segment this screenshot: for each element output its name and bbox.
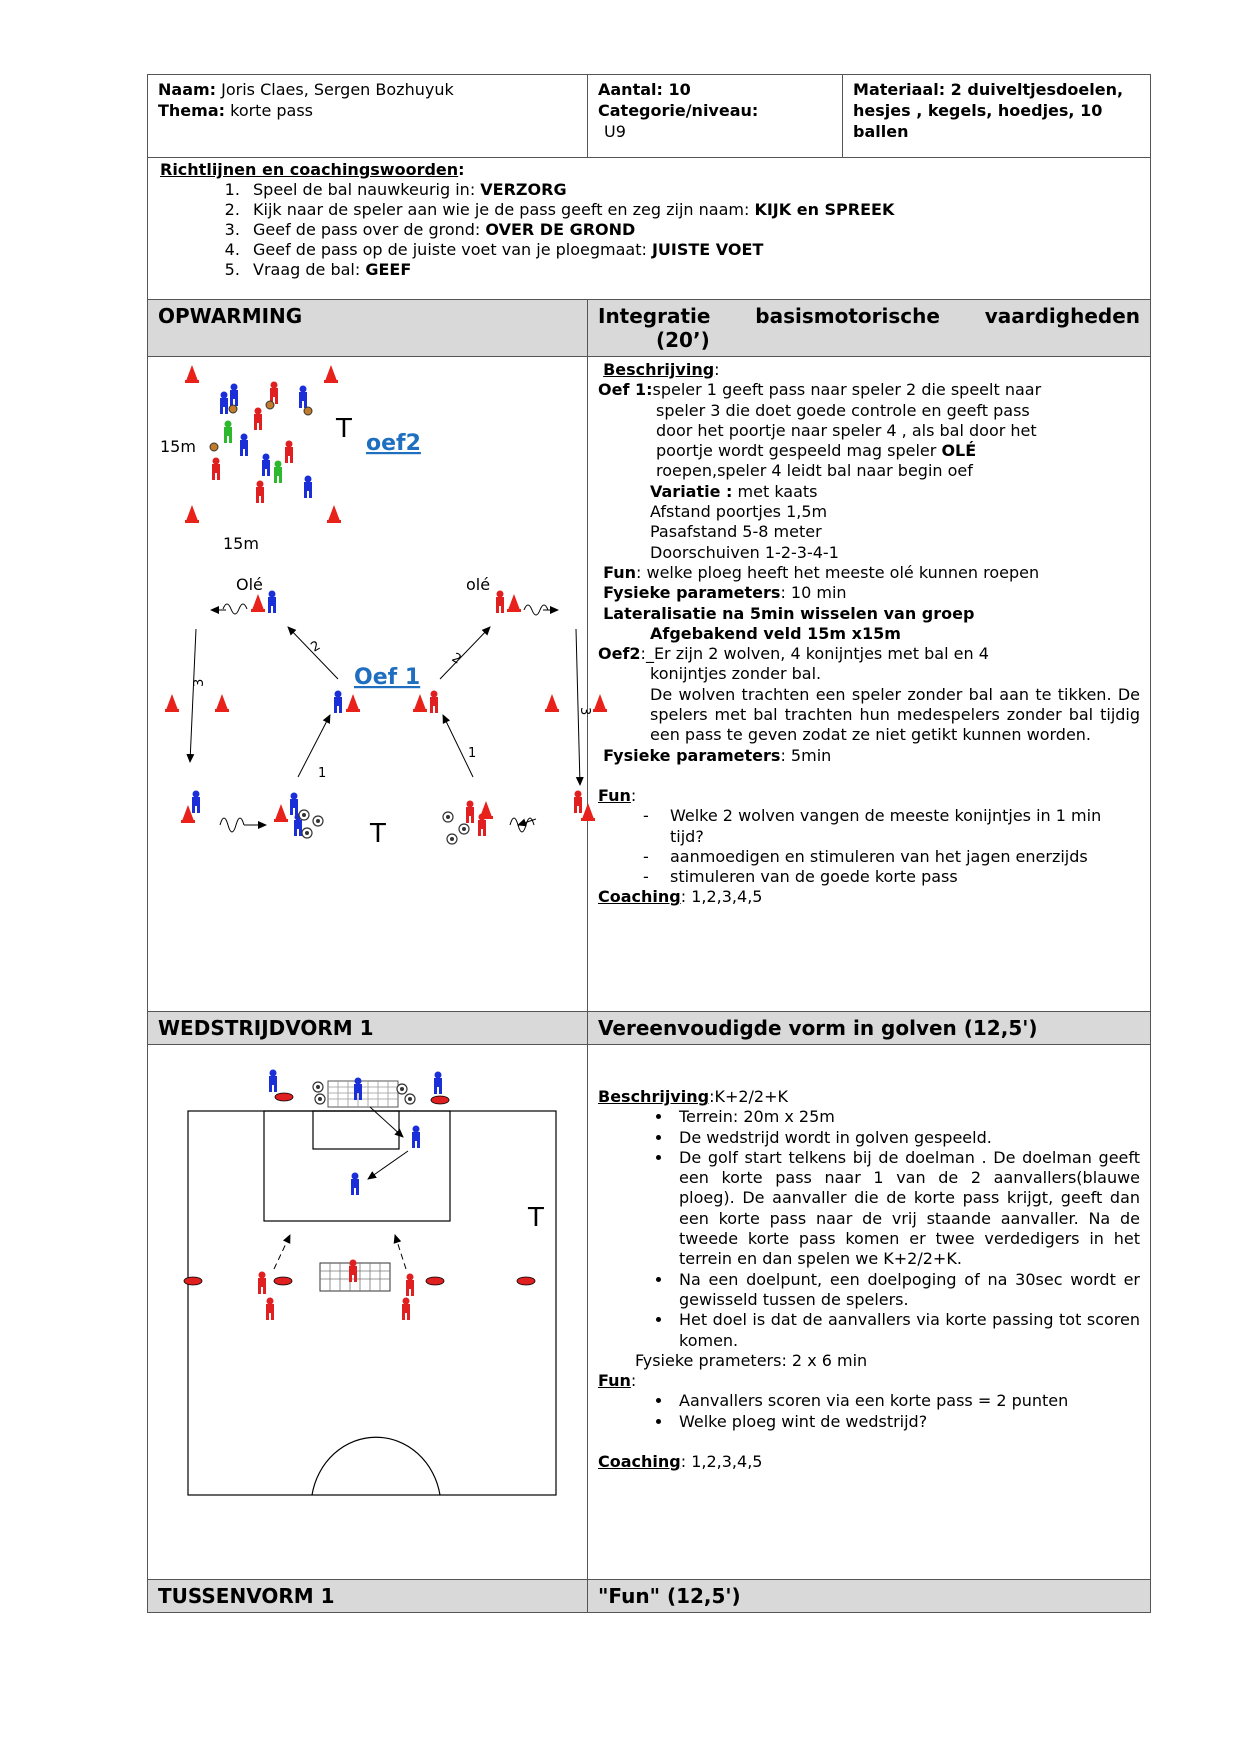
oef1-last: roepen,speler 4 leidt bal naar begin oef bbox=[656, 461, 973, 481]
lesson-table bbox=[147, 74, 1151, 1613]
opwarming-title-text: OPWARMING bbox=[158, 304, 303, 328]
tussenvorm-right-title-text: "Fun" (12,5') bbox=[598, 1584, 741, 1608]
fun-item-text: Welke 2 wolven vangen de meeste konijntjes in 1 min tijd? bbox=[670, 806, 1102, 846]
guidelines-list bbox=[160, 180, 1138, 280]
oef1-line: poortje wordt gespeeld mag speler bbox=[656, 441, 942, 461]
wedstrijd-fun-bullets bbox=[598, 1391, 1140, 1432]
w-fun-colon: : bbox=[630, 1371, 637, 1391]
opwarming-right-title bbox=[588, 300, 1151, 357]
label-oef2: oef2 bbox=[366, 431, 421, 456]
num-3-right: 3 bbox=[577, 707, 592, 716]
tussenvorm-title bbox=[148, 1580, 588, 1613]
fun-item: - stimuleren van de goede korte pass bbox=[643, 867, 958, 887]
guideline-item bbox=[245, 200, 1138, 220]
fun2-label: Fun bbox=[598, 785, 631, 805]
tussenvorm-title-text: TUSSENVORM 1 bbox=[158, 1584, 335, 1608]
wedstrijd-bullet: • Terrein: 20m x 25m bbox=[673, 1107, 1140, 1127]
opwarming-diagram-cell bbox=[148, 357, 592, 1012]
guideline-item bbox=[245, 260, 1138, 280]
tussenvorm-right-title bbox=[588, 1580, 1151, 1613]
beschrijving-label: Beschrijving bbox=[603, 360, 715, 379]
wedstrijd-right-title-text: Vereenvoudigde vorm in golven (12,5') bbox=[598, 1016, 1038, 1040]
categorie-label: Categorie/niveau: bbox=[598, 101, 759, 120]
wedstrijd-bullet: • Na een doelpunt, een doelpoging of na 30sec wordt er gewisseld tussen de spelers. bbox=[673, 1270, 1140, 1311]
header-materiaal-cell bbox=[843, 75, 1151, 158]
fys1-label: Fysieke parameters bbox=[603, 583, 781, 603]
num-2-right: 2 bbox=[449, 650, 464, 668]
guideline-keyword: OVER DE GROND bbox=[485, 220, 636, 239]
variatie-label: Variatie : bbox=[650, 481, 733, 501]
guideline-keyword: VERZORG bbox=[480, 180, 567, 199]
label-15m-side: 15m bbox=[160, 437, 196, 456]
oef2-label: Oef2 bbox=[598, 644, 641, 664]
w-coaching-value: : 1,2,3,4,5 bbox=[680, 1452, 763, 1472]
fun1-text: : welke ploeg heeft het meeste olé kunnen roepen bbox=[636, 562, 1040, 582]
opwarming-diagram bbox=[148, 357, 628, 1007]
label-ole-right: olé bbox=[466, 575, 491, 594]
w-fun-label: Fun bbox=[598, 1371, 631, 1391]
num-1-left: 1 bbox=[318, 766, 327, 781]
header-naam-cell bbox=[148, 75, 588, 158]
guideline-keyword: GEEF bbox=[365, 260, 412, 279]
guideline-item bbox=[245, 220, 1138, 240]
lateralisatie: Lateralisatie na 5min wisselen van groep bbox=[603, 603, 975, 623]
label-ole-left: Olé bbox=[236, 575, 263, 594]
wedstrijd-description bbox=[588, 1045, 1151, 1580]
lesson-sheet bbox=[147, 74, 1150, 1613]
wedstrijd-fysieke: Fysieke prameters: 2 x 6 min bbox=[635, 1350, 868, 1370]
guideline-item bbox=[245, 180, 1138, 200]
guideline-text: Geef de pass op de juiste voet van je ploegmaat: bbox=[253, 240, 652, 259]
variatie-value: met kaats bbox=[732, 481, 818, 501]
num-1-right: 1 bbox=[468, 746, 477, 761]
aantal-label: Aantal: 10 bbox=[598, 80, 691, 99]
fun-item-text: stimuleren van de goede korte pass bbox=[670, 867, 958, 887]
wedstrijd-bullet: • De golf start telkens bij de doelman . De doelman geeft een korte pass naar 1 van de 2 aanvallers(blauwe ploeg). De aanvaller die de korte pass krijgt, geeft dan een korte pass naar de vrij staande aanvaller. Na de tweede korte pass komen er twee verdedigers in het terrein en dan spelen we K+2/2+K. bbox=[673, 1148, 1140, 1270]
fun-item-text: aanmoedigen en stimuleren van het jagen enerzijds bbox=[670, 846, 1088, 866]
naam-value: Joris Claes, Sergen Bozhuyuk bbox=[216, 80, 454, 99]
fys2-text: : 5min bbox=[780, 745, 832, 765]
wedstrijd-bullet: • De wedstrijd wordt in golven gespeeld. bbox=[673, 1128, 1140, 1148]
ole-word: OLÉ bbox=[941, 441, 977, 461]
oef1-text: speler 1 geeft pass naar speler 2 die speelt naar bbox=[652, 380, 1042, 400]
guideline-text: Kijk naar de speler aan wie je de pass geeft en zeg zijn naam: bbox=[253, 200, 755, 219]
guideline-keyword: JUISTE VOET bbox=[651, 240, 764, 259]
label-oef1: Oef 1 bbox=[354, 665, 421, 690]
label-15m-bottom: 15m bbox=[223, 534, 259, 553]
guidelines-cell bbox=[148, 158, 1151, 300]
fys1-text: : 10 min bbox=[780, 583, 847, 603]
guideline-text: Geef de pass over de grond: bbox=[253, 220, 486, 239]
wedstrijd-bullets bbox=[598, 1107, 1140, 1351]
num-3-left: 3 bbox=[192, 678, 207, 687]
opwarming-description: Beschrijving: Oef 1:speler 1 geeft pass naar speler 2 die speelt naar speler 3 die doet goede controle en geeft pass door het poortje naar speler 4 , als bal door het poortje wordt gespeeld mag speler OLÉ roepen,speler 4 leidt bal naar begin oef Variatie : met kaats Afstand poortjes 1,5m Pasafstand 5-8 meter Doorschuiven 1-2-3-4-1 Fun: welke ploeg heeft het meeste olé kunnen roepen Fysieke parameters: 10 min Lateralisatie na 5min wisselen van groep Afgebakend veld 15m x15m Oef2:_Er zijn 2 wolven, 4 konijntjes met bal en 4 konijntjes zonder bal. De wolven trachten een speler zonder bal aan te tikken. De spelers met bal trachten hun medespelers zonder bal tijdig een pass te geven zodat ze niet getikt kunnen worden. Fysieke parameters: 5min Fun: - Welke 2 wolven vangen de meeste konijntjes in 1 min tijd? - aanmoedigen en stimuleren van het jagen enerzijds - stimuleren van de goede korte pass Coaching: 1,2,3,4,5 bbox=[588, 357, 1151, 1012]
label-T-top: T bbox=[336, 414, 352, 444]
header-aantal-cell bbox=[588, 75, 843, 158]
wedstrijd-right-title bbox=[588, 1012, 1151, 1045]
fun1-label: Fun bbox=[603, 562, 637, 582]
wedstrijd-title-text: WEDSTRIJDVORM 1 bbox=[158, 1016, 374, 1040]
oef1-line: speler 3 die doet goede controle en geeft pass bbox=[656, 400, 1030, 420]
oef2-text: :_Er zijn 2 wolven, 4 konijntjes met bal en 4 bbox=[640, 644, 989, 664]
oef1-line: door het poortje naar speler 4 , als bal door het bbox=[656, 420, 1037, 440]
beschrijving-colon: : bbox=[714, 360, 720, 379]
wedstrijd-bullet: • Het doel is dat de aanvallers via korte passing tot scoren komen. bbox=[673, 1310, 1140, 1351]
wedstrijd-diagram bbox=[148, 1045, 628, 1575]
thema-label: Thema: bbox=[158, 101, 226, 120]
guidelines-colon: : bbox=[458, 160, 465, 179]
naam-label: Naam: bbox=[158, 80, 217, 99]
opwarming-time: (20’) bbox=[656, 328, 710, 352]
w-coaching-label: Coaching bbox=[598, 1452, 681, 1472]
coaching-label: Coaching bbox=[598, 887, 681, 907]
wedstrijd-fun-bullet: • Aanvallers scoren via een korte pass = 2 punten bbox=[673, 1391, 1140, 1411]
guideline-text: Speel de bal nauwkeurig in: bbox=[253, 180, 481, 199]
oef2-paragraph: De wolven trachten een speler zonder bal aan te tikken. De spelers met bal trachten hun medespelers zonder bal tijdig een pass te geven zodat ze niet getikt kunnen worden. bbox=[650, 684, 1141, 745]
fun-item: - aanmoedigen en stimuleren van het jagen enerzijds bbox=[643, 846, 1088, 866]
wedstrijd-fun-bullet: • Welke ploeg wint de wedstrijd? bbox=[673, 1412, 1140, 1432]
opwarming-right-title-text: Integratie basismotorische vaardigheden bbox=[598, 304, 1141, 328]
opwarming-title bbox=[148, 300, 588, 357]
wedstrijd-title bbox=[148, 1012, 588, 1045]
materiaal-text: Materiaal: 2 duiveltjesdoelen, hesjes , kegels, hoedjes, 10 ballen bbox=[853, 80, 1124, 141]
variatie-line: Pasafstand 5-8 meter bbox=[650, 522, 822, 542]
guideline-keyword: KIJK en SPREEK bbox=[754, 200, 895, 219]
guideline-text: Vraag de bal: bbox=[253, 260, 366, 279]
w-beschrijving-value: :K+2/2+K bbox=[709, 1087, 788, 1106]
label-T-bottom: T bbox=[370, 819, 386, 849]
oef2-cont: konijntjes zonder bal. bbox=[650, 664, 822, 684]
fun-list bbox=[598, 806, 1140, 887]
thema-value: korte pass bbox=[225, 101, 314, 120]
variatie-line: Doorschuiven 1-2-3-4-1 bbox=[650, 542, 839, 562]
afgebakend: Afgebakend veld 15m x15m bbox=[650, 623, 901, 643]
variatie-line: Afstand poortjes 1,5m bbox=[650, 502, 828, 522]
categorie-value: U9 bbox=[604, 122, 626, 141]
w-beschrijving-label: Beschrijving bbox=[598, 1087, 710, 1106]
fun-item: - Welke 2 wolven vangen de meeste konijntjes in 1 min tijd? bbox=[643, 806, 1102, 846]
coaching-value: : 1,2,3,4,5 bbox=[680, 887, 763, 907]
fys2-label: Fysieke parameters bbox=[603, 745, 781, 765]
wedstrijd-diagram-cell bbox=[148, 1045, 588, 1580]
num-2-left: 2 bbox=[308, 638, 324, 656]
guideline-item bbox=[245, 240, 1138, 260]
oef1-field bbox=[165, 575, 607, 849]
oef1-label: Oef 1: bbox=[598, 380, 653, 400]
guidelines-title: Richtlijnen en coachingswoorden bbox=[160, 160, 459, 179]
oef2-field bbox=[160, 365, 421, 553]
label-T-wedstrijd: T bbox=[528, 1203, 544, 1233]
